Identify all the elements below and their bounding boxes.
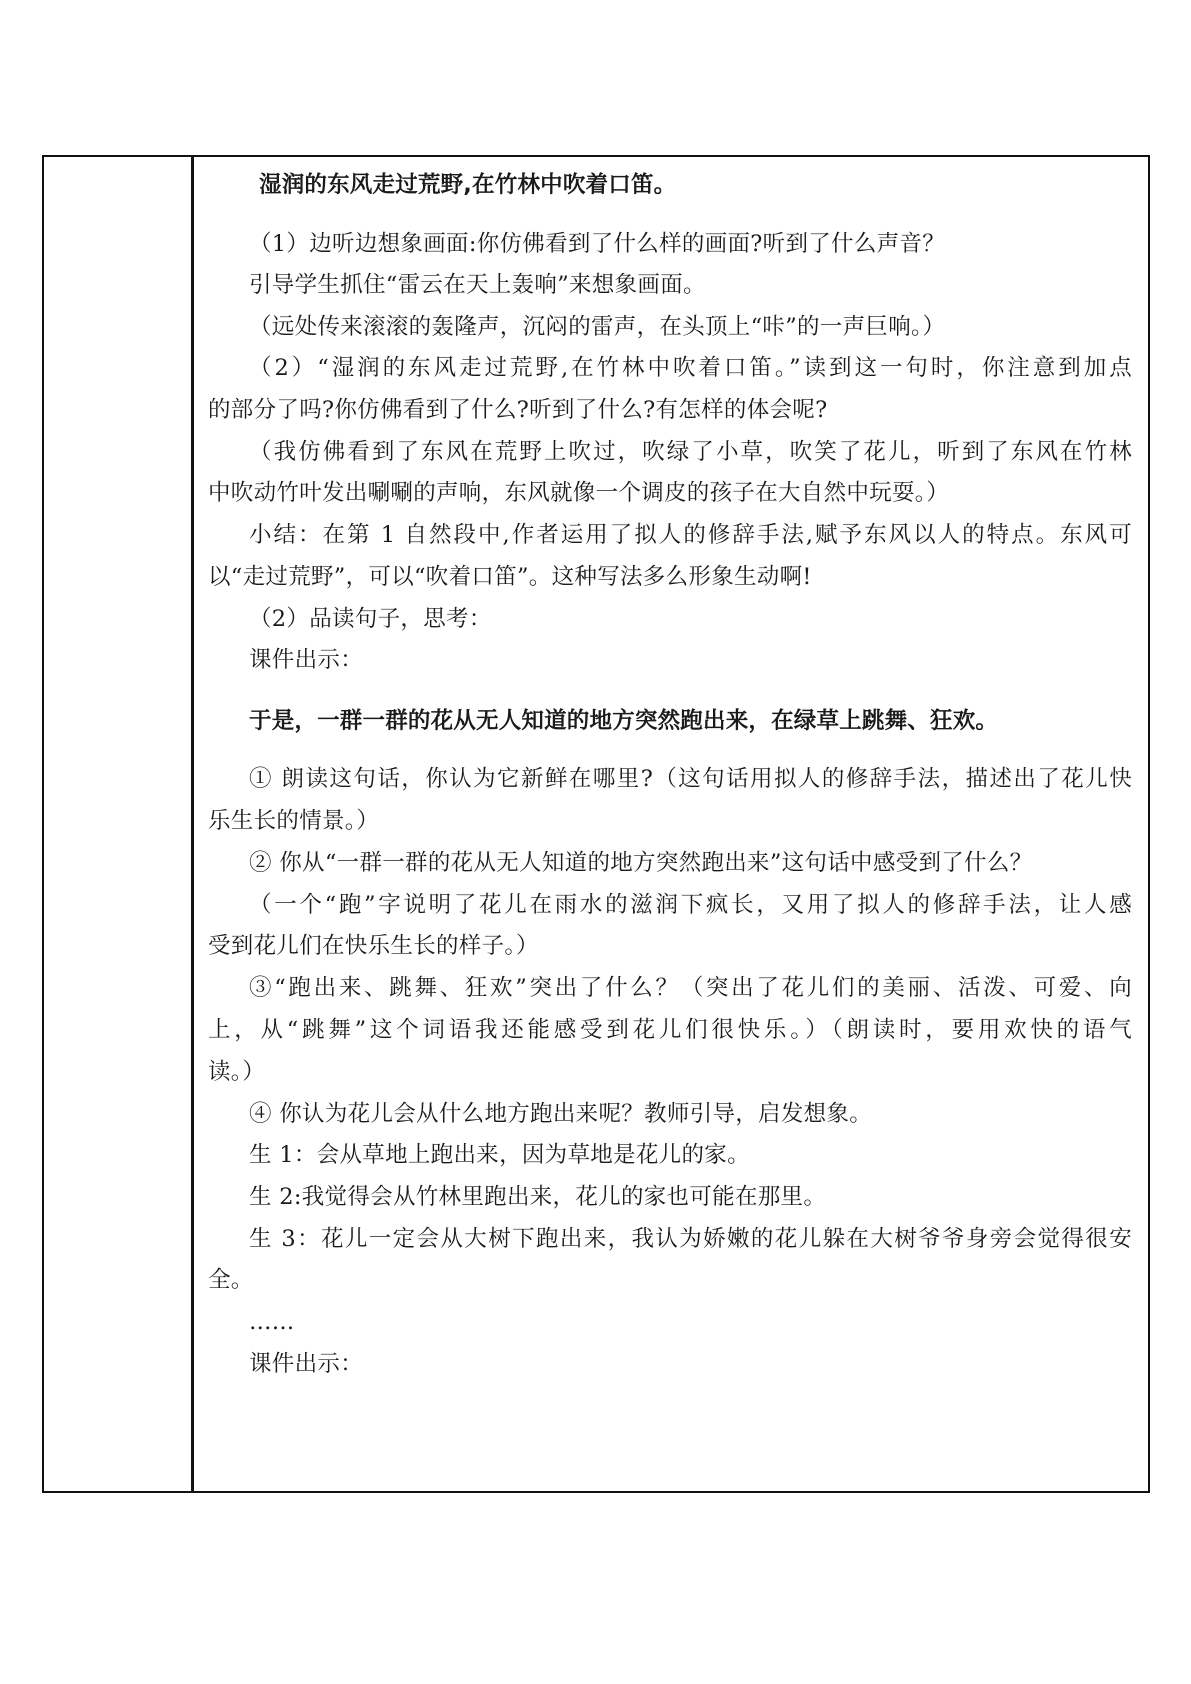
student-2: 生 2:我觉得会从竹林里跑出来，花儿的家也可能在那里。 <box>249 1184 827 1210</box>
guide-text: 引导学生抓住“雷云在天上轰响”来想象画面。 <box>249 272 706 298</box>
item-2: ② 你从“一群一群的花从无人知道的地方突然跑出来”这句话中感受到了什么？ <box>249 850 1033 876</box>
lesson-table <box>42 155 1150 1493</box>
item-4: ④ 你认为花儿会从什么地方跑出来呢？教师引导，启发想象。 <box>249 1101 873 1127</box>
item-3-line-3: 读。） <box>208 1059 266 1085</box>
item-1-line-1: ① 朗读这句话，你认为它新鲜在哪里?（这句话用拟人的修辞手法，描述出了花儿快 <box>249 766 1132 792</box>
item-2-answer-line-2: 受到花儿们在快乐生长的样子。） <box>208 933 539 959</box>
item-1-line-2: 乐生长的情景。） <box>208 808 380 834</box>
answer-1: （远处传来滚滚的轰隆声，沉闷的雷声，在头顶上“咔”的一声巨响。） <box>249 314 946 340</box>
quoted-sentence-east-wind: 湿润的东风走过荒野,在竹林中吹着口笛。 <box>259 172 677 198</box>
item-3-line-2: 上，从“跳舞”这个词语我还能感受到花儿们很快乐。）（朗读时，要用欢快的语气 <box>208 1017 1132 1043</box>
question-2-line-2: 的部分了吗?你仿佛看到了什么?听到了什么?有怎样的体会呢? <box>208 397 828 423</box>
question-1: （1）边听边想象画面:你仿佛看到了什么样的画面?听到了什么声音？ <box>249 231 946 257</box>
student-3-line-2: 全。 <box>208 1267 254 1293</box>
section-heading-read-sentence: （2）品读句子，思考： <box>249 606 492 632</box>
courseware-label-2: 课件出示： <box>249 1351 364 1377</box>
quoted-sentence-flowers: 于是，一群一群的花从无人知道的地方突然跑出来，在绿草上跳舞、狂欢。 <box>249 708 999 734</box>
item-3-line-1: ③“跑出来、跳舞、狂欢”突出了什么？（突出了花儿们的美丽、活泼、可爱、向 <box>249 975 1132 1001</box>
item-2-answer-line-1: （一个“跑”字说明了花儿在雨水的滋润下疯长，又用了拟人的修辞手法，让人感 <box>249 892 1132 918</box>
ellipsis: …… <box>249 1309 295 1335</box>
student-1: 生 1：会从草地上跑出来，因为草地是花儿的家。 <box>249 1142 750 1168</box>
answer-2-line-1: （我仿佛看到了东风在荒野上吹过，吹绿了小草，吹笑了花儿，听到了东风在竹林 <box>249 439 1132 465</box>
answer-2-line-2: 中吹动竹叶发出唰唰的声响，东风就像一个调皮的孩子在大自然中玩耍。） <box>208 480 950 506</box>
courseware-label-1: 课件出示： <box>249 647 364 673</box>
student-3-line-1: 生 3：花儿一定会从大树下跑出来，我认为娇嫩的花儿躲在大树爷爷身旁会觉得很安 <box>249 1226 1132 1252</box>
summary-line-1: 小结：在第 1 自然段中,作者运用了拟人的修辞手法,赋予东风以人的特点。东风可 <box>249 522 1132 548</box>
lesson-content-cell <box>197 157 1148 1491</box>
summary-line-2: 以“走过荒野”，可以“吹着口笛”。这种写法多么形象生动啊! <box>208 564 812 590</box>
left-label-column <box>44 157 194 1491</box>
question-2-line-1: （2）“湿润的东风走过荒野,在竹林中吹着口笛。”读到这一句时，你注意到加点 <box>249 355 1132 381</box>
